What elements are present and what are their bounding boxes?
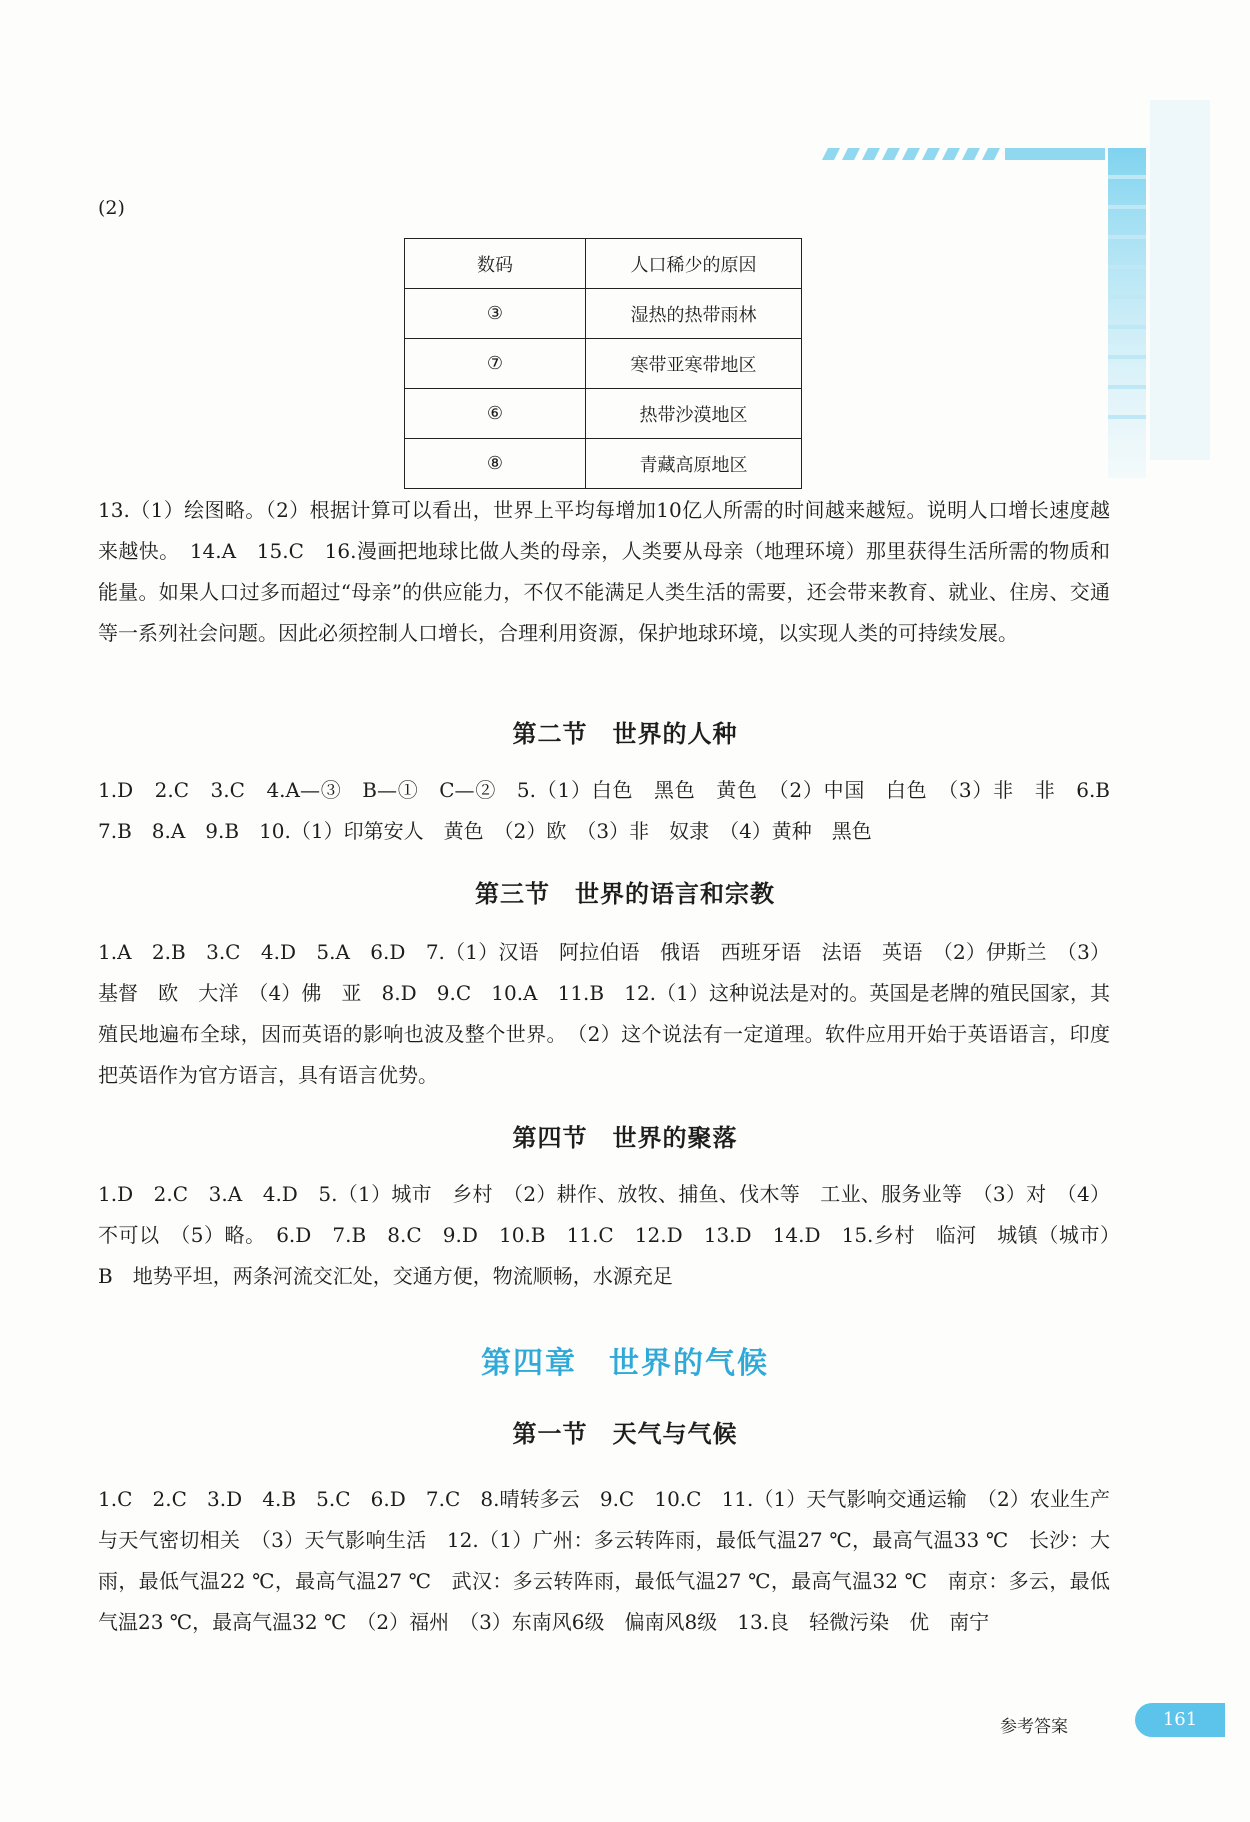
answer-paragraph-13: 13.（1）绘图略。（2）根据计算可以看出，世界上平均每增加10亿人所需的时间越来越短。说明人口增长速度越来越快。 14.A 15.C 16.漫画把地球比做人类的母亲，人类要从母亲（地理环境）那里获得生活所需的物质和能量。如果人口过多而超过“母亲”的供应能力，不仅不能满足人类生活的需要，还会带来教育、就业、住房、交通等一系列社会问题。因此必须控制人口增长，合理利用资源，保护地球环境，以实现人类的可持续发展。 (98, 498, 1110, 645)
table-row (405, 289, 802, 339)
table-cell: ③ (405, 289, 586, 339)
table-cell: 湿热的热带雨林 (586, 289, 802, 339)
table-row (405, 439, 802, 489)
footer-label: 参考答案 (1000, 1717, 1068, 1737)
answer-paragraph-settlement: 1.D 2.C 3.A 4.D 5.（1）城市 乡村 （2）耕作、放牧、捕鱼、伐木等 工业、服务业等 （3）对 （4）不可以 （5）略。 6.D 7.B 8.C 9.D 10.B 11.C 12.D 13.D 14.D 15.乡村 临河 城镇（城市） B 地势平坦，两条河流交汇处，交通方便，物流顺畅，水源充足 (98, 1182, 1130, 1288)
section-title-language: 第三节 世界的语言和宗教 (475, 880, 775, 908)
table-header-cell: 人口稀少的原因 (586, 239, 802, 289)
table-cell: ⑦ (405, 339, 586, 389)
section-title-settlement: 第四节 世界的聚落 (512, 1124, 738, 1152)
table-header-cell: 数码 (405, 239, 586, 289)
answer-paragraph-weather: 1.C 2.C 3.D 4.B 5.C 6.D 7.C 8.晴转多云 9.C 10.C 11.（1）天气影响交通运输 （2）农业生产与天气密切相关 （3）天气影响生活 12.（1）广州：多云转阵雨，最低气温27 ℃，最高气温33 ℃ 长沙：大雨，最低气温22 ℃，最高气温27 ℃ 武汉：多云转阵雨，最低气温27 ℃，最高气温32 ℃ 南京：多云，最低气温23 ℃，最高气温32 ℃ （2）福州 （3）东南风6级 偏南风8级 13.良 轻微污染 优 南宁 (98, 1487, 1110, 1634)
table-header-row (405, 239, 802, 289)
chapter-title: 第四章 世界的气候 (481, 1346, 769, 1381)
table-cell: ⑧ (405, 439, 586, 489)
table-cell: ⑥ (405, 389, 586, 439)
page-number-badge: 161 (1135, 1703, 1225, 1737)
answer-paragraph-language: 1.A 2.B 3.C 4.D 5.A 6.D 7.（1）汉语 阿拉伯语 俄语 西班牙语 法语 英语 （2）伊斯兰 （3）基督 欧 大洋 （4）佛 亚 8.D 9.C 10.A 11.B 12.（1）这种说法是对的。英国是老牌的殖民国家，其殖民地遍布全球，因而英语的影响也波及整个世界。 （2）这个说法有一定道理。软件应用开始于英语语言，印度把英语作为官方语言，具有语言优势。 (98, 940, 1110, 1087)
table-cell: 热带沙漠地区 (586, 389, 802, 439)
table-cell: 寒带亚寒带地区 (586, 339, 802, 389)
section-title-weather: 第一节 天气与气候 (512, 1420, 738, 1448)
answer-paragraph-race: 1.D 2.C 3.C 4.A—③ B—① C—② 5.（1）白色 黑色 黄色 （2）中国 白色 （3）非 非 6.B 7.B 8.A 9.B 10.（1）印第安人 黄色 （2）欧 （3）非 奴隶 （4）黄种 黑色 (98, 778, 1130, 843)
section-title-race: 第二节 世界的人种 (512, 720, 738, 748)
table-row (405, 389, 802, 439)
population-reason-table (404, 238, 802, 489)
table-cell: 青藏高原地区 (586, 439, 802, 489)
table-row (405, 339, 802, 389)
sub-question-label: (2) (98, 197, 125, 219)
